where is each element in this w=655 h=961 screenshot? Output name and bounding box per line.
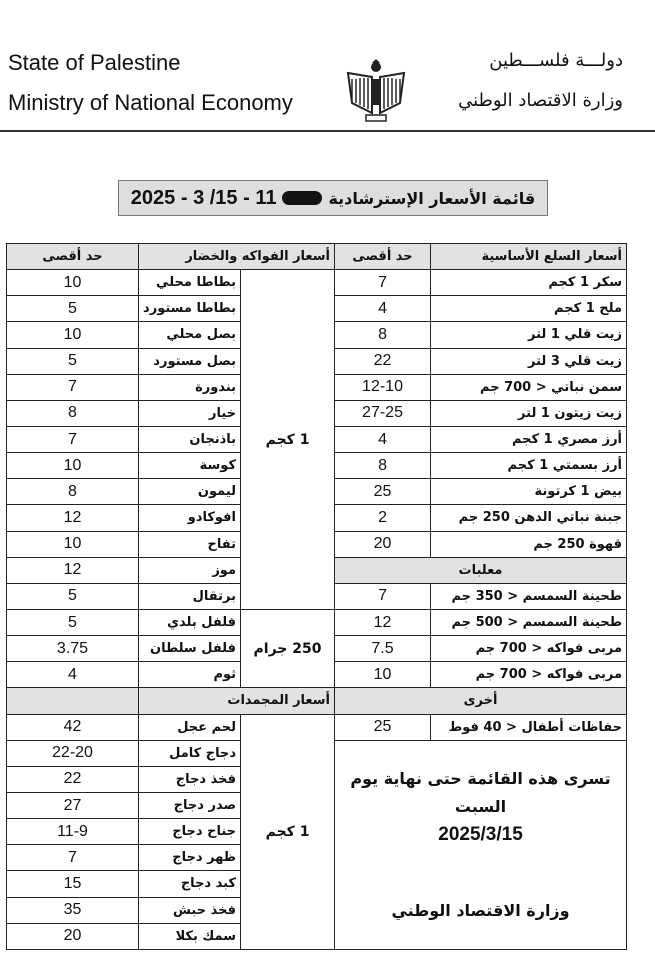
item-max: 10 xyxy=(7,453,139,479)
section-filler xyxy=(7,688,139,714)
item-max: 2 xyxy=(335,505,431,531)
item-name: زيت قلي 3 لتر xyxy=(431,348,627,374)
item-name: صدر دجاج xyxy=(139,792,241,818)
header-en-ministry: Ministry of National Economy xyxy=(8,90,293,115)
table-header-row xyxy=(7,244,627,270)
item-name: لحم عجل xyxy=(139,714,241,740)
item-name: سمن نباتي < 700 جم xyxy=(431,374,627,400)
item-max: 10 xyxy=(7,270,139,296)
section-label: أخرى xyxy=(335,688,627,714)
item-name: كوسة xyxy=(139,453,241,479)
header-divider xyxy=(0,130,655,132)
item-name: بندورة xyxy=(139,374,241,400)
item-name: زيت زيتون 1 لتر xyxy=(431,400,627,426)
header-max-price-2: حد أقصى xyxy=(7,244,139,270)
page-title xyxy=(118,180,548,216)
item-max: 4 xyxy=(335,296,431,322)
item-name: بصل مستورد xyxy=(139,348,241,374)
eagle-emblem-icon xyxy=(342,55,410,127)
header-fruits-veg: أسعار الفواكه والخضار xyxy=(139,244,335,270)
item-max: 8 xyxy=(7,400,139,426)
item-max: 25 xyxy=(335,714,431,740)
item-name: فلفل بلدي xyxy=(139,609,241,635)
item-max: 12 xyxy=(7,505,139,531)
item-max: 7 xyxy=(7,845,139,871)
item-name: بيض 1 كرتونة xyxy=(431,479,627,505)
item-max: 5 xyxy=(7,348,139,374)
item-max: 27 xyxy=(7,792,139,818)
item-max: 25 xyxy=(335,479,431,505)
item-max: 35 xyxy=(7,897,139,923)
item-name: جبنة نباتي الدهن 250 جم xyxy=(431,505,627,531)
item-max: 12-10 xyxy=(335,374,431,400)
section-label: أسعار المجمدات xyxy=(139,688,335,714)
item-max: 11-9 xyxy=(7,819,139,845)
item-name: بصل محلي xyxy=(139,322,241,348)
item-name: ثوم xyxy=(139,662,241,688)
ministry-signature: وزارة الاقتصاد الوطني xyxy=(391,900,570,920)
validity-note xyxy=(335,740,627,949)
item-max: 7 xyxy=(7,374,139,400)
item-name: فخذ حبش xyxy=(139,897,241,923)
item-max: 22 xyxy=(335,348,431,374)
item-name: ليمون xyxy=(139,479,241,505)
item-name: بطاطا محلي xyxy=(139,270,241,296)
item-max: 22-20 xyxy=(7,740,139,766)
item-name: كبد دجاج xyxy=(139,871,241,897)
section-label: معلبات xyxy=(335,557,627,583)
unit-label: 1 كجم xyxy=(241,270,335,610)
item-max: 5 xyxy=(7,609,139,635)
item-name: طحينة السمسم < 350 جم xyxy=(431,583,627,609)
item-name: قهوة 250 جم xyxy=(431,531,627,557)
item-name: افوكادو xyxy=(139,505,241,531)
item-name: طحينة السمسم < 500 جم xyxy=(431,609,627,635)
header-en-state: State of Palestine xyxy=(8,50,181,75)
item-max: 7 xyxy=(335,270,431,296)
redaction-mark xyxy=(282,191,322,205)
item-name: حفاظات أطفال < 40 فوط xyxy=(431,714,627,740)
item-name: ملح 1 كجم xyxy=(431,296,627,322)
item-max: 5 xyxy=(7,296,139,322)
item-name: أرز مصري 1 كجم xyxy=(431,426,627,452)
validity-text: تسرى هذه القائمة حتى نهاية يوم السبت xyxy=(350,768,611,816)
item-max: 5 xyxy=(7,583,139,609)
item-max: 4 xyxy=(335,426,431,452)
item-max: 10 xyxy=(335,662,431,688)
table-row xyxy=(7,609,627,635)
item-name: ظهر دجاج xyxy=(139,845,241,871)
item-max: 7.5 xyxy=(335,636,431,662)
item-max: 20 xyxy=(335,531,431,557)
item-max: 7 xyxy=(7,426,139,452)
table-row xyxy=(7,270,627,296)
unit-label: 1 كجم xyxy=(241,714,335,949)
item-name: بطاطا مستورد xyxy=(139,296,241,322)
item-name: فخذ دجاج xyxy=(139,766,241,792)
item-name: تفاح xyxy=(139,531,241,557)
item-max: 12 xyxy=(7,557,139,583)
item-max: 8 xyxy=(335,322,431,348)
item-name: جناح دجاج xyxy=(139,819,241,845)
item-max: 8 xyxy=(7,479,139,505)
item-max: 22 xyxy=(7,766,139,792)
title-dates: 2025 - 3 /15 - 11 xyxy=(130,186,277,209)
item-name: سمك بكلا xyxy=(139,923,241,949)
item-max: 42 xyxy=(7,714,139,740)
item-max: 3.75 xyxy=(7,636,139,662)
item-max: 10 xyxy=(7,322,139,348)
item-name: خيار xyxy=(139,400,241,426)
item-name: برتقال xyxy=(139,583,241,609)
item-max: 27-25 xyxy=(335,400,431,426)
item-name: موز xyxy=(139,557,241,583)
item-name: دجاج كامل xyxy=(139,740,241,766)
item-max: 10 xyxy=(7,531,139,557)
header-max-price: حد أقصى xyxy=(335,244,431,270)
item-max: 4 xyxy=(7,662,139,688)
header-ar-ministry: وزارة الاقتصاد الوطني xyxy=(458,90,623,111)
item-name: مربى فواكه < 700 جم xyxy=(431,636,627,662)
validity-date: 2025/3/15 xyxy=(438,823,523,845)
item-name: مربى فواكه < 700 جم xyxy=(431,662,627,688)
item-name: زيت قلي 1 لتر xyxy=(431,322,627,348)
table-row xyxy=(7,714,627,740)
item-name: فلفل سلطان xyxy=(139,636,241,662)
price-table xyxy=(6,243,627,950)
header-ar-state: دولـــة فلســـطين xyxy=(489,50,623,71)
item-max: 8 xyxy=(335,453,431,479)
title-text: قائمة الأسعار الإسترشادية xyxy=(328,188,536,208)
item-max: 12 xyxy=(335,609,431,635)
item-max: 15 xyxy=(7,871,139,897)
unit-label: 250 جرام xyxy=(241,609,335,687)
item-name: سكر 1 كجم xyxy=(431,270,627,296)
item-max: 7 xyxy=(335,583,431,609)
item-max: 20 xyxy=(7,923,139,949)
item-name: باذنجان xyxy=(139,426,241,452)
table-row xyxy=(7,688,627,714)
header-basic-goods: أسعار السلع الأساسية xyxy=(431,244,627,270)
item-name: أرز بسمتي 1 كجم xyxy=(431,453,627,479)
